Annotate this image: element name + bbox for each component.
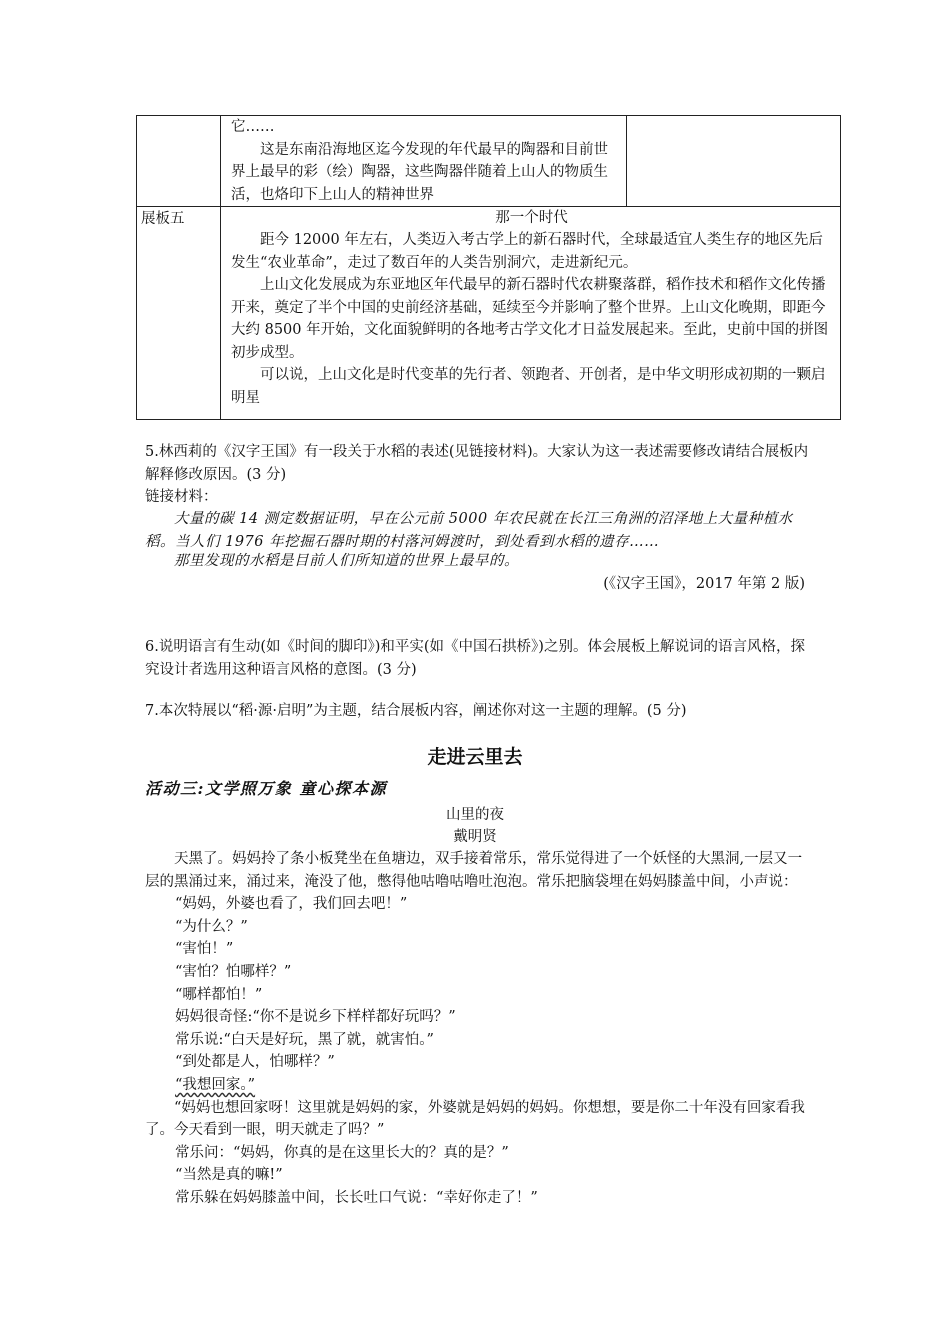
story-title: 山里的夜	[446, 807, 504, 823]
question-6: 6.说明语言有生动(如《时间的脚印》)和平实(如《中国石拱桥》)之别。体会展板上解说词的语言风格，探究设计者选用这种语言风格的意图。(3 分)	[145, 639, 805, 678]
board-label-cell	[137, 207, 221, 420]
empty-label-cell	[137, 116, 221, 207]
table-row	[137, 207, 841, 420]
story-line: “到处都是人，怕哪样？”	[175, 1054, 335, 1071]
story-line: “哪样都怕！”	[175, 986, 263, 1003]
table-text-paragraph: 这是东南沿海地区迄今发现的年代最早的陶器和目前世界上最早的彩（绘）陶器，这些陶器伴随着上山人的物质生活，也烙印下上山人的精神世界	[231, 141, 608, 203]
story-line: 妈妈很奇怪:“你不是说乡下样样都好玩吗？”	[175, 1009, 456, 1026]
board-title: 那一个时代	[495, 210, 568, 226]
board-label: 展板五	[141, 211, 185, 227]
link-material-source: (《汉字王国》，2017 年第 2 版)	[603, 576, 805, 592]
question-5: 5.林西莉的《汉字王国》有一段关于水稻的表述(见链接材料)。大家认为这一表述需要修改请结合展板内解释修改原因。(3 分)	[145, 444, 809, 483]
table-text-line: 它……	[231, 119, 275, 135]
board-paragraph: 可以说，上山文化是时代变革的先行者、领跑者、开创者，是中华文明形成初期的一颗启明星	[231, 367, 826, 406]
board-paragraph: 距今 12000 年左右，人类迈入考古学上的新石器时代，全球最适宜人类生存的地区先后发生“农业革命”，走过了数百年的人类告别洞穴，走进新纪元。	[231, 232, 823, 271]
board-content-cell	[221, 207, 841, 420]
story-line: “当然是真的嘛!”	[175, 1167, 283, 1184]
story-line: “害怕？怕哪样？”	[175, 963, 292, 980]
underlined-story-line: “我想回家。”	[175, 1076, 256, 1093]
story-line: 常乐问：“妈妈，你真的是在这里长大的？真的是？”	[175, 1144, 509, 1161]
empty-answer-cell	[627, 116, 841, 207]
story-body	[145, 848, 810, 1210]
story-paragraph: 天黑了。妈妈拎了条小板凳坐在鱼塘边，双手接着常乐，常乐觉得进了一个妖怪的大黑洞,一层又一层的黑涌过来，涌过来，淹没了他，憋得他咕噜咕噜吐泡泡。常乐把脑袋埋在妈妈膝盖中间，小声说：	[145, 851, 803, 890]
story-line: 常乐躲在妈妈膝盖中间，长长吐口气说：“幸好你走了！”	[175, 1189, 538, 1206]
section-title: 走进云里去	[427, 746, 523, 768]
question-7: 7.本次特展以“稻·源·启明”为主题，结合展板内容，阐述你对这一主题的理解。(5 分)	[145, 703, 687, 719]
story-line: “妈妈，外婆也看了，我们回去吧！”	[175, 896, 408, 913]
activity-heading: 活动三:文学照万象 童心探本源	[145, 779, 387, 798]
board-paragraph: 上山文化发展成为东亚地区年代最早的新石器时代农耕聚落群，稻作技术和稻作文化传播开来，奠定了半个中国的史前经济基础，延续至今并影响了整个世界。上山文化晚期，即距今大约 8500 年开始，文化面貌鲜明的各地考古学文化才日益发展起来。至此，史前中国的拼图初步成型。	[231, 277, 829, 361]
table-row	[137, 116, 841, 207]
board-content-cell	[221, 116, 627, 207]
story-line: “害怕！”	[175, 941, 234, 958]
link-material-paragraph: 那里发现的水稻是目前人们所知道的世界上最早的。	[174, 553, 519, 569]
story-line: “为什么？”	[175, 918, 248, 935]
link-material-paragraph: 大量的碳 14 测定数据证明，早在公元前 5000 年农民就在长江三角洲的沼泽地上大量种植水稻。当人们 1976 年挖掘石器时期的村落河姆渡时，到处看到水稻的遗存……	[145, 511, 793, 550]
story-author: 戴明贤	[453, 829, 497, 845]
exhibit-board-table	[136, 115, 841, 420]
story-line: 常乐说:“白天是好玩，黑了就，就害怕。”	[175, 1031, 434, 1048]
story-paragraph: “妈妈也想回家呀！这里就是妈妈的家，外婆就是妈妈的妈妈。你想想，要是你二十年没有回家看我了。今天看到一眼，明天就走了吗？”	[145, 1099, 805, 1139]
link-material-label: 链接材料：	[145, 489, 218, 505]
